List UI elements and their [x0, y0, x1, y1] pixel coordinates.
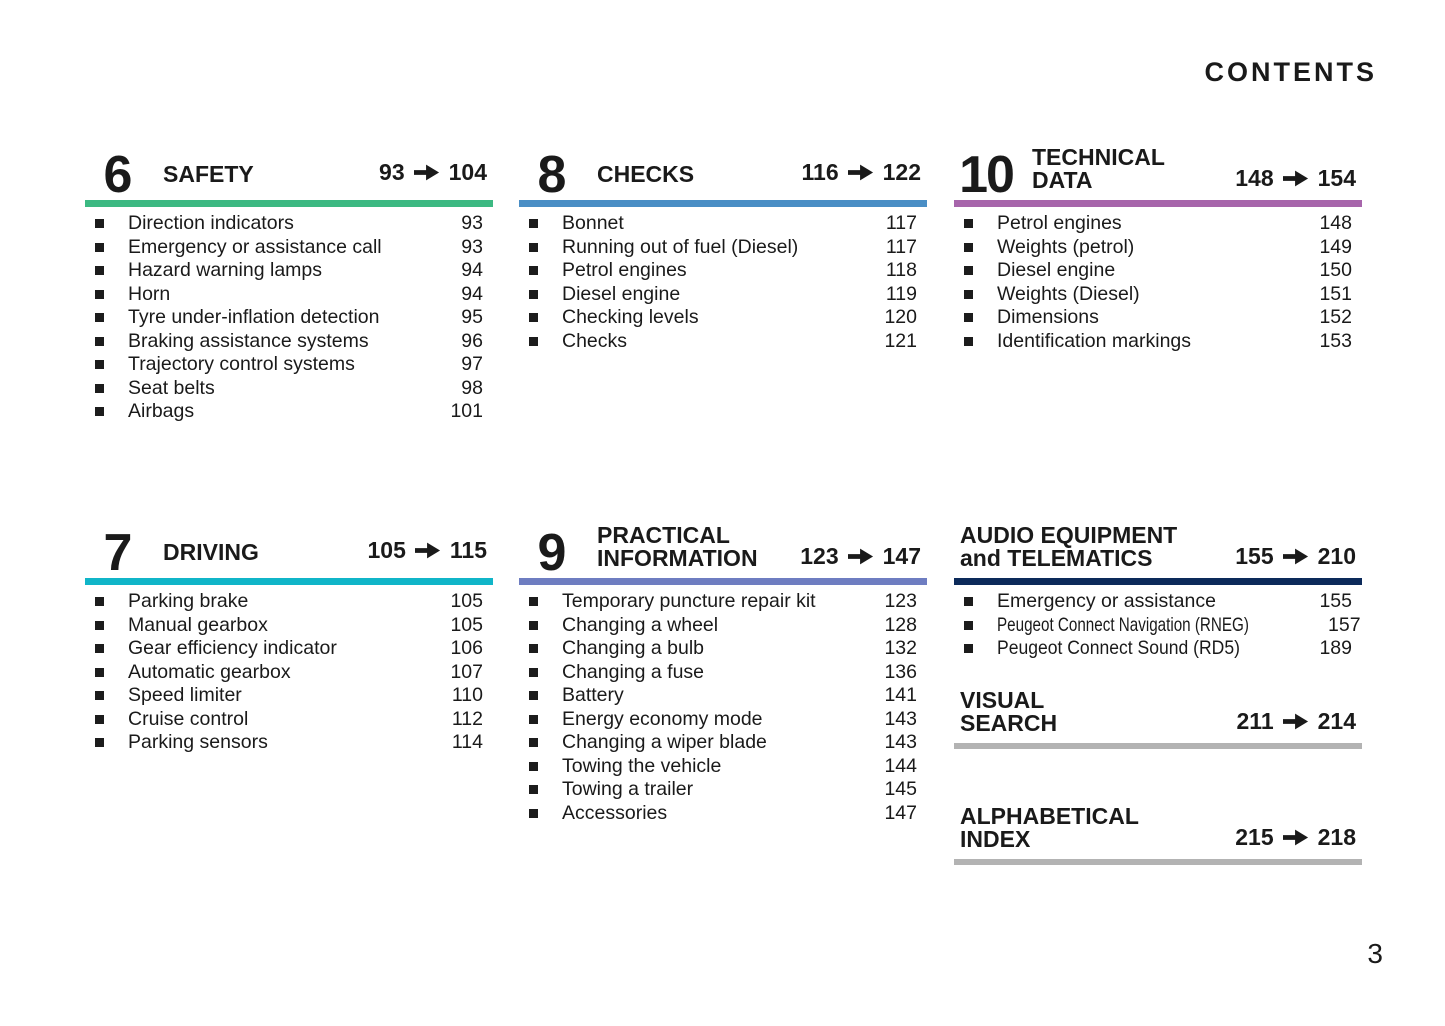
bullet-square-icon	[529, 243, 538, 252]
section-page-range	[1235, 543, 1356, 570]
item-page-number: 117	[885, 235, 917, 258]
section-alphabetical-index-header	[954, 800, 1362, 865]
section-title-line1: AUDIO EQUIPMENT	[960, 522, 1178, 548]
section-safety-list	[85, 212, 493, 424]
toc-item	[529, 283, 917, 307]
item-label: Changing a wheel	[562, 613, 719, 636]
arrow-right-icon	[415, 541, 441, 560]
bullet-square-icon	[964, 313, 973, 322]
item-label: Petrol engines	[562, 259, 687, 281]
bullet-square-icon	[529, 219, 538, 228]
bullet-square-icon	[95, 337, 104, 346]
item-page-number: 94	[461, 259, 483, 281]
arrow-right-icon	[414, 163, 440, 182]
section-title-line1: TECHNICAL	[1032, 144, 1165, 170]
arrow-right-icon	[1283, 712, 1309, 731]
item-label: Changing a fuse	[562, 660, 705, 683]
bullet-square-icon	[529, 738, 538, 747]
toc-item	[964, 590, 1352, 614]
page-range-to: 154	[1317, 165, 1356, 191]
toc-item	[964, 637, 1352, 661]
item-page-number: 147	[884, 801, 917, 824]
toc-item	[964, 283, 1352, 307]
bullet-square-icon	[95, 668, 104, 677]
bullet-square-icon	[529, 621, 538, 630]
section-title: DRIVING	[163, 539, 259, 565]
section-driving	[85, 518, 493, 755]
toc-item	[95, 637, 483, 661]
bullet-square-icon	[529, 266, 538, 275]
bullet-square-icon	[95, 219, 104, 228]
item-label: Diesel engine	[997, 259, 1116, 281]
arrow-right-icon	[1283, 828, 1309, 847]
page-range-to: 214	[1317, 708, 1356, 734]
section-driving-header	[85, 518, 493, 585]
toc-item	[95, 614, 483, 638]
section-technical-data-header	[954, 140, 1362, 207]
bullet-square-icon	[529, 785, 538, 794]
item-label: Bonnet	[562, 212, 624, 234]
page-range-from: 148	[1235, 165, 1274, 191]
section-number: 9	[537, 524, 565, 583]
item-label: Weights (petrol)	[997, 235, 1135, 258]
item-page-number: 112	[451, 707, 483, 730]
bullet-square-icon	[964, 597, 973, 606]
item-page-number: 136	[884, 660, 917, 683]
item-label: Automatic gearbox	[128, 660, 291, 683]
page-range-from: 123	[800, 543, 839, 569]
item-label: Checking levels	[562, 306, 699, 328]
section-title	[960, 689, 1057, 735]
section-audio-telematics-header	[954, 518, 1362, 585]
toc-item	[95, 590, 483, 614]
bullet-square-icon	[964, 621, 973, 630]
section-practical-information	[519, 518, 927, 825]
item-page-number: 143	[884, 731, 917, 753]
item-page-number: 143	[884, 707, 917, 730]
bullet-square-icon	[95, 243, 104, 252]
item-page-number: 144	[884, 754, 917, 777]
section-title	[960, 805, 1139, 851]
toc-item	[529, 755, 917, 779]
section-title: SAFETY	[163, 161, 254, 187]
bullet-square-icon	[964, 266, 973, 275]
section-page-range	[1237, 708, 1356, 735]
toc-item	[529, 330, 917, 354]
item-label: Peugeot Connect Navigation (RNEG)	[997, 613, 1249, 636]
bullet-square-icon	[529, 715, 538, 724]
toc-item	[964, 613, 1361, 638]
item-label: Emergency or assistance call	[128, 235, 382, 258]
item-page-number: 151	[1319, 282, 1352, 305]
toc-item	[95, 400, 483, 424]
toc-item	[529, 590, 917, 614]
item-label: Braking assistance systems	[128, 329, 369, 352]
section-page-range	[1235, 824, 1356, 851]
item-page-number: 155	[1319, 590, 1352, 612]
bullet-square-icon	[529, 290, 538, 299]
toc-item	[529, 614, 917, 638]
item-page-number: 141	[884, 684, 917, 706]
toc-item	[95, 236, 483, 260]
item-page-number: 98	[461, 376, 483, 399]
item-label: Accessories	[562, 801, 668, 824]
page-range-to: 218	[1317, 824, 1356, 850]
toc-item	[529, 306, 917, 330]
arrow-right-icon	[1283, 169, 1309, 188]
section-checks-header	[519, 140, 927, 207]
section-checks	[519, 140, 927, 353]
item-page-number: 121	[884, 329, 917, 352]
arrow-right-icon	[848, 163, 874, 182]
page-range-to: 147	[882, 543, 921, 569]
section-visual-search-header	[954, 684, 1362, 749]
item-page-number: 114	[451, 731, 483, 753]
item-page-number: 148	[1319, 212, 1352, 234]
bullet-square-icon	[95, 290, 104, 299]
arrow-right-icon	[848, 547, 874, 566]
item-label: Seat belts	[128, 376, 215, 399]
item-page-number: 110	[451, 684, 483, 706]
toc-item	[529, 212, 917, 236]
bullet-square-icon	[95, 407, 104, 416]
section-page-range	[802, 159, 921, 186]
section-title	[1032, 146, 1165, 192]
item-label: Gear efficiency indicator	[128, 637, 337, 659]
bullet-square-icon	[529, 668, 538, 677]
item-label: Towing a trailer	[562, 778, 694, 800]
section-page-range	[800, 543, 921, 570]
page-range-to: 104	[448, 159, 487, 185]
bullet-square-icon	[95, 738, 104, 747]
bullet-square-icon	[529, 597, 538, 606]
section-title-line1: VISUAL	[960, 687, 1045, 713]
item-label: Manual gearbox	[128, 613, 268, 636]
item-page-number: 120	[884, 306, 917, 328]
item-page-number: 94	[461, 282, 483, 305]
item-label: Trajectory control systems	[128, 353, 355, 375]
section-title-line1: ALPHABETICAL	[960, 803, 1139, 829]
item-page-number: 107	[450, 660, 483, 683]
item-label: Airbags	[128, 400, 195, 422]
page-range-from: 211	[1236, 708, 1274, 734]
toc-item	[95, 353, 483, 377]
item-label: Parking brake	[128, 590, 249, 612]
toc-item	[529, 708, 917, 732]
item-label: Horn	[128, 282, 171, 305]
section-audio-telematics	[954, 518, 1362, 661]
item-page-number: 93	[461, 235, 483, 258]
bullet-square-icon	[95, 644, 104, 653]
section-title-line2: SEARCH	[960, 710, 1058, 736]
item-label: Checks	[562, 329, 628, 352]
item-label: Parking sensors	[128, 731, 268, 753]
item-page-number: 123	[884, 590, 917, 612]
item-page-number: 119	[885, 282, 917, 305]
item-page-number: 153	[1319, 329, 1352, 352]
toc-item	[95, 661, 483, 685]
item-page-number: 157	[1328, 613, 1361, 636]
toc-item	[964, 259, 1352, 283]
item-label: Cruise control	[128, 707, 249, 730]
section-number: 10	[959, 146, 1013, 205]
bullet-square-icon	[95, 691, 104, 700]
toc-item	[529, 637, 917, 661]
toc-item	[529, 259, 917, 283]
bullet-square-icon	[95, 384, 104, 393]
bullet-square-icon	[529, 691, 538, 700]
item-page-number: 106	[450, 637, 483, 659]
item-page-number: 128	[884, 613, 917, 636]
page-range-to: 115	[449, 537, 487, 563]
section-driving-list	[85, 590, 493, 755]
item-label: Running out of fuel (Diesel)	[562, 235, 799, 258]
toc-item	[95, 259, 483, 283]
toc-item	[964, 306, 1352, 330]
toc-item	[529, 731, 917, 755]
item-label: Direction indicators	[128, 212, 294, 234]
bullet-square-icon	[95, 313, 104, 322]
section-page-range	[379, 159, 487, 186]
section-title-line2: DATA	[1032, 167, 1093, 193]
item-label: Weights (Diesel)	[997, 282, 1140, 305]
page-range-from: 215	[1235, 824, 1274, 850]
section-page-range	[1235, 165, 1356, 192]
item-page-number: 132	[884, 637, 917, 659]
toc-item	[529, 802, 917, 826]
page-number: 3	[1367, 938, 1383, 969]
item-page-number: 189	[1319, 637, 1352, 659]
bullet-square-icon	[964, 337, 973, 346]
bullet-square-icon	[529, 644, 538, 653]
item-label: Temporary puncture repair kit	[562, 590, 816, 612]
page-range-to: 210	[1317, 543, 1356, 569]
item-page-number: 117	[885, 212, 917, 234]
page-range-from: 116	[801, 159, 839, 185]
toc-item	[95, 330, 483, 354]
section-alphabetical-index	[954, 800, 1362, 865]
bullet-square-icon	[529, 762, 538, 771]
bullet-square-icon	[95, 597, 104, 606]
item-label: Towing the vehicle	[562, 754, 722, 777]
item-label: Peugeot Connect Sound (RD5)	[997, 637, 1240, 659]
toc-item	[95, 731, 483, 755]
section-title	[597, 524, 758, 570]
section-number: 7	[103, 524, 131, 583]
page-range-from: 155	[1235, 543, 1274, 569]
item-label: Changing a wiper blade	[562, 731, 767, 753]
item-page-number: 95	[461, 306, 483, 328]
section-title: CHECKS	[597, 161, 695, 187]
bullet-square-icon	[95, 266, 104, 275]
section-safety-header	[85, 140, 493, 207]
item-page-number: 93	[461, 212, 483, 234]
page-range-to: 122	[882, 159, 921, 185]
item-label: Hazard warning lamps	[128, 259, 323, 281]
bullet-square-icon	[529, 313, 538, 322]
item-label: Petrol engines	[997, 212, 1122, 234]
item-page-number: 118	[885, 259, 917, 281]
bullet-square-icon	[964, 219, 973, 228]
section-practical-information-header	[519, 518, 927, 585]
section-safety	[85, 140, 493, 424]
bullet-square-icon	[964, 290, 973, 299]
section-page-range	[368, 537, 487, 564]
section-number: 8	[537, 146, 565, 205]
section-practical-information-list	[519, 590, 927, 825]
item-page-number: 105	[450, 613, 483, 636]
toc-item	[95, 306, 483, 330]
bullet-square-icon	[529, 337, 538, 346]
section-title-line2: INDEX	[960, 826, 1031, 852]
section-audio-telematics-list	[954, 590, 1362, 661]
section-technical-data	[954, 140, 1362, 353]
toc-item	[529, 778, 917, 802]
section-title-line2: and TELEMATICS	[960, 545, 1153, 571]
toc-item	[95, 708, 483, 732]
page-range-from: 93	[379, 159, 405, 185]
section-title-line2: INFORMATION	[597, 545, 758, 571]
page-range-from: 105	[367, 537, 406, 563]
contents-heading: CONTENTS	[1204, 57, 1377, 87]
toc-item	[964, 212, 1352, 236]
section-checks-list	[519, 212, 927, 353]
section-title-line1: PRACTICAL	[597, 522, 730, 548]
arrow-right-icon	[1283, 547, 1309, 566]
toc-item	[95, 212, 483, 236]
item-label: Tyre under-inflation detection	[128, 306, 380, 328]
item-label: Energy economy mode	[562, 707, 763, 730]
toc-item	[964, 236, 1352, 260]
bullet-square-icon	[964, 644, 973, 653]
toc-item	[95, 377, 483, 401]
toc-item	[529, 236, 917, 260]
item-label: Speed limiter	[128, 684, 242, 706]
item-label: Dimensions	[997, 306, 1099, 328]
item-label: Diesel engine	[562, 282, 681, 305]
item-page-number: 150	[1319, 259, 1352, 281]
item-page-number: 105	[450, 590, 483, 612]
bullet-square-icon	[95, 715, 104, 724]
item-page-number: 152	[1319, 306, 1352, 328]
toc-item	[95, 283, 483, 307]
item-page-number: 101	[450, 400, 483, 422]
section-title	[960, 524, 1177, 570]
item-page-number: 145	[884, 778, 917, 800]
toc-item	[529, 684, 917, 708]
item-page-number: 97	[461, 353, 483, 375]
bullet-square-icon	[964, 243, 973, 252]
item-label: Identification markings	[997, 329, 1192, 352]
toc-item	[95, 684, 483, 708]
bullet-square-icon	[95, 621, 104, 630]
toc-item	[964, 330, 1352, 354]
item-label: Emergency or assistance	[997, 590, 1216, 612]
item-page-number: 149	[1319, 235, 1352, 258]
item-label: Changing a bulb	[562, 637, 705, 659]
item-page-number: 96	[461, 329, 483, 352]
toc-item	[529, 661, 917, 685]
item-label: Battery	[562, 684, 624, 706]
section-visual-search	[954, 684, 1362, 749]
section-number: 6	[103, 146, 131, 205]
bullet-square-icon	[529, 809, 538, 818]
bullet-square-icon	[95, 360, 104, 369]
section-technical-data-list	[954, 212, 1362, 353]
